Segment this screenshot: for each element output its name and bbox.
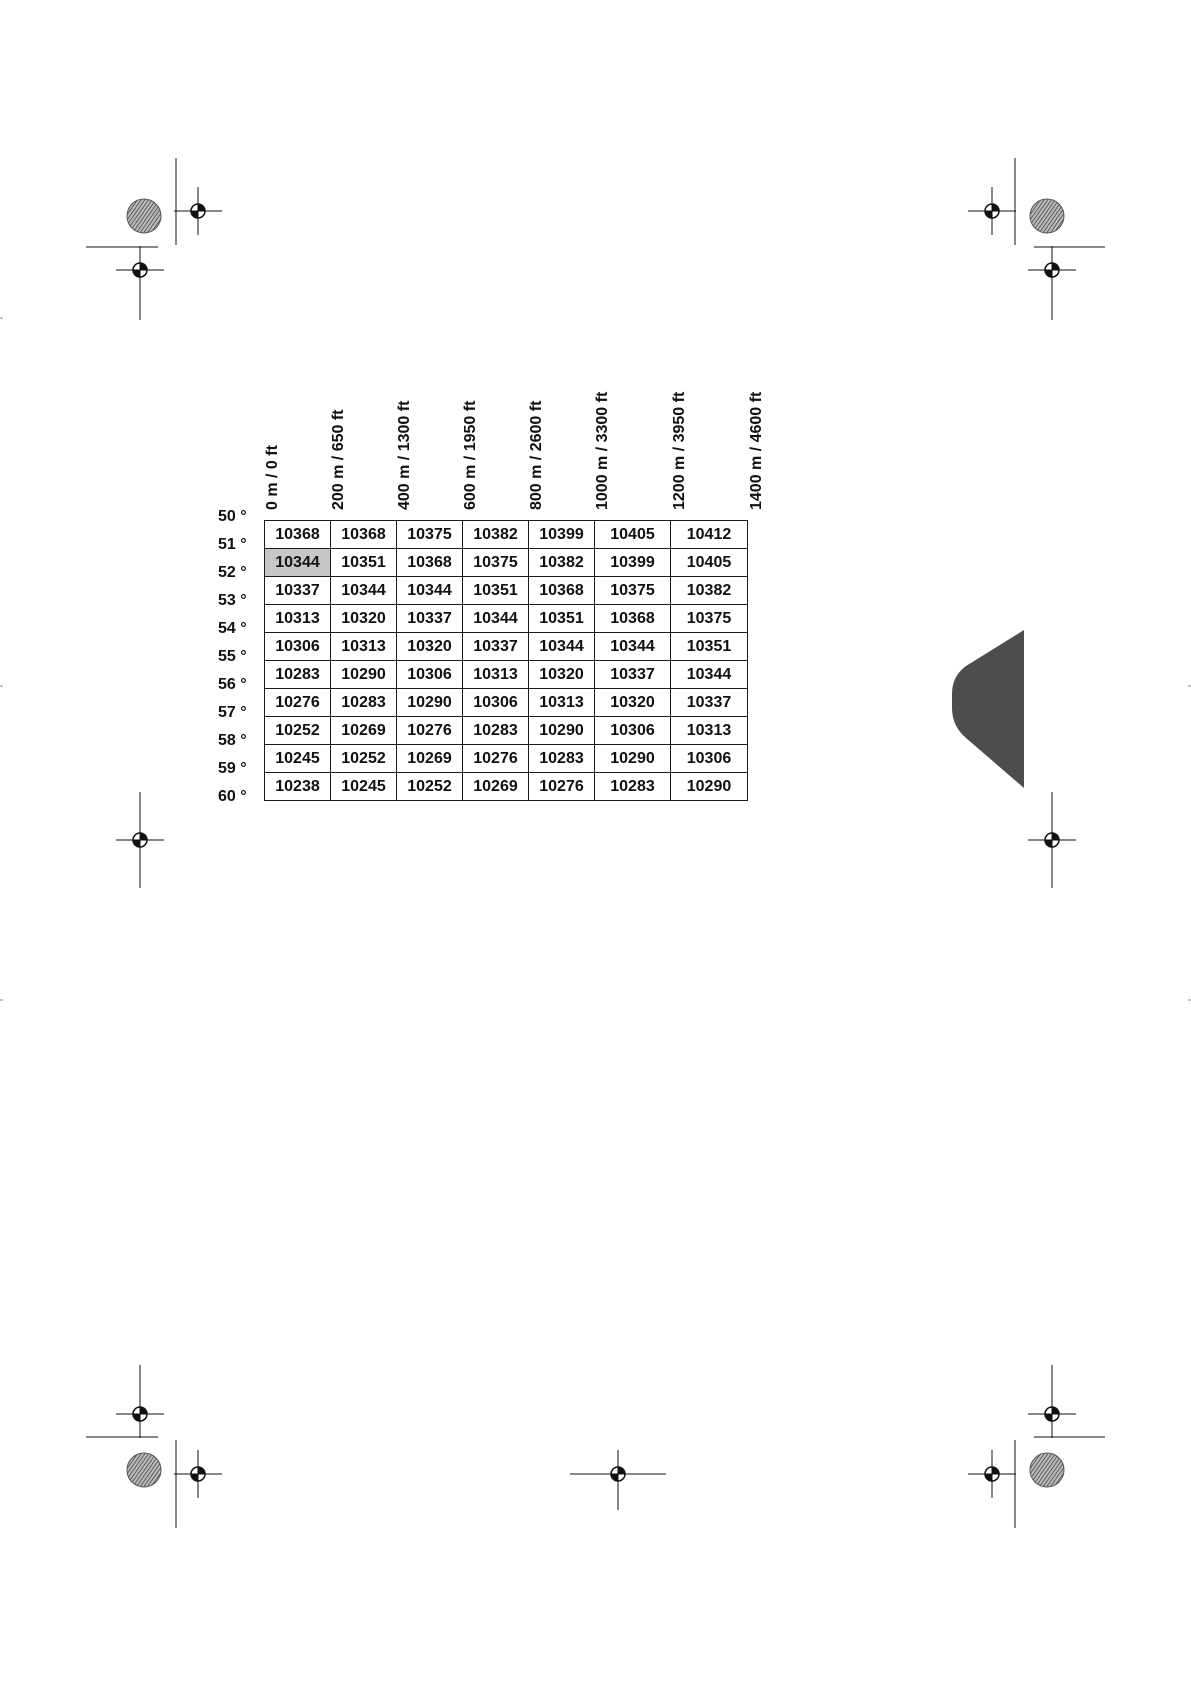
table-row (265, 661, 748, 689)
table-cell: 10269 (463, 773, 529, 801)
table-row (265, 633, 748, 661)
row-label: 56 ° (218, 676, 247, 693)
table-cell: 10368 (397, 549, 463, 577)
table-cell: 10290 (529, 717, 595, 745)
table-cell: 10313 (671, 717, 748, 745)
table-cell: 10269 (331, 717, 397, 745)
table-cell: 10313 (529, 689, 595, 717)
row-label: 57 ° (218, 704, 247, 721)
row-label: 51 ° (218, 536, 247, 553)
table-cell: 10375 (595, 577, 671, 605)
table-cell: 10405 (671, 549, 748, 577)
table-cell: 10405 (595, 521, 671, 549)
crop-mark-middle-right (1028, 792, 1076, 888)
table-cell: 10344 (397, 577, 463, 605)
table-cell: 10276 (397, 717, 463, 745)
row-label: 59 ° (218, 760, 247, 777)
table-cell: 10399 (595, 549, 671, 577)
row-label: 60 ° (218, 788, 247, 805)
crop-mark-top-right (968, 158, 1105, 320)
table-cell: 10245 (265, 745, 331, 773)
row-label: 53 ° (218, 592, 247, 609)
column-header-label: 1400 m / 4600 ft (748, 391, 765, 510)
table-cell: 10368 (595, 605, 671, 633)
table-cell: 10306 (397, 661, 463, 689)
table-cell: 10344 (529, 633, 595, 661)
table-row (265, 549, 748, 577)
table-cell: 10382 (529, 549, 595, 577)
table-cell: 10382 (463, 521, 529, 549)
table-cell: 10283 (529, 745, 595, 773)
table-cell: 10399 (529, 521, 595, 549)
table-cell: 10313 (331, 633, 397, 661)
table-cell: 10412 (671, 521, 748, 549)
table-cell: 10320 (529, 661, 595, 689)
table-cell: 10351 (671, 633, 748, 661)
column-header-label: 200 m / 650 ft (330, 409, 347, 510)
crop-mark-middle-left (116, 792, 164, 888)
table-cell: 10344 (331, 577, 397, 605)
table-cell: 10320 (331, 605, 397, 633)
table-row (265, 745, 748, 773)
row-label: 52 ° (218, 564, 247, 581)
crop-mark-bottom-center (570, 1450, 666, 1510)
table-cell: 10351 (331, 549, 397, 577)
table-cell: 10375 (463, 549, 529, 577)
table-cell: 10344 (265, 549, 331, 577)
column-header (522, 360, 562, 510)
table-row (265, 689, 748, 717)
table-cell: 10351 (463, 577, 529, 605)
table-cell: 10351 (529, 605, 595, 633)
table-cell: 10269 (397, 745, 463, 773)
table-cell: 10368 (529, 577, 595, 605)
table-cell: 10368 (265, 521, 331, 549)
table-cell: 10375 (671, 605, 748, 633)
table-cell: 10344 (671, 661, 748, 689)
table-row (265, 521, 748, 549)
table-cell: 10283 (595, 773, 671, 801)
crop-mark-bottom-right (968, 1365, 1105, 1528)
table-cell: 10306 (595, 717, 671, 745)
table-cell: 10344 (595, 633, 671, 661)
column-header-label: 1000 m / 3300 ft (594, 391, 611, 510)
table-cell: 10290 (397, 689, 463, 717)
table-cell: 10313 (265, 605, 331, 633)
table-cell: 10283 (265, 661, 331, 689)
table-cell: 10344 (463, 605, 529, 633)
table-cell: 10306 (463, 689, 529, 717)
column-header (324, 360, 364, 510)
table-cell: 10283 (463, 717, 529, 745)
table-cell: 10283 (331, 689, 397, 717)
column-header (588, 360, 628, 510)
table-cell: 10375 (397, 521, 463, 549)
table-cell: 10320 (397, 633, 463, 661)
table-cell: 10337 (397, 605, 463, 633)
row-label: 58 ° (218, 732, 247, 749)
table-cell: 10276 (265, 689, 331, 717)
table-cell: 10290 (331, 661, 397, 689)
table-cell: 10306 (671, 745, 748, 773)
table-cell: 10238 (265, 773, 331, 801)
table-cell: 10337 (265, 577, 331, 605)
crop-mark-bottom-left (86, 1365, 222, 1528)
table-cell: 10276 (463, 745, 529, 773)
table-cell: 10368 (331, 521, 397, 549)
table-cell: 10276 (529, 773, 595, 801)
column-header (456, 360, 496, 510)
table-row (265, 577, 748, 605)
table-cell: 10290 (595, 745, 671, 773)
table-cell: 10337 (671, 689, 748, 717)
table-row (265, 605, 748, 633)
table-cell: 10306 (265, 633, 331, 661)
gravity-value-table (264, 520, 748, 801)
column-header-label: 400 m / 1300 ft (396, 400, 413, 510)
table-cell: 10382 (671, 577, 748, 605)
column-header-label: 0 m / 0 ft (264, 445, 281, 510)
row-label: 55 ° (218, 648, 247, 665)
table-cell: 10290 (671, 773, 748, 801)
table-row (265, 717, 748, 745)
table-cell: 10245 (331, 773, 397, 801)
column-header (258, 360, 298, 510)
table-cell: 10252 (397, 773, 463, 801)
chapter-thumb-tab (952, 630, 1024, 788)
table-cell: 10320 (595, 689, 671, 717)
row-label: 50 ° (218, 508, 247, 525)
column-header-label: 800 m / 2600 ft (528, 400, 545, 510)
table-cell: 10252 (265, 717, 331, 745)
row-label: 54 ° (218, 620, 247, 637)
table-row (265, 773, 748, 801)
column-header (390, 360, 430, 510)
crop-mark-top-left (86, 158, 222, 320)
table-cell: 10337 (463, 633, 529, 661)
column-header-label: 600 m / 1950 ft (462, 400, 479, 510)
table-cell: 10313 (463, 661, 529, 689)
column-header (665, 360, 705, 510)
table-cell: 10252 (331, 745, 397, 773)
table-cell: 10337 (595, 661, 671, 689)
column-header (742, 360, 782, 510)
column-header-label: 1200 m / 3950 ft (671, 391, 688, 510)
